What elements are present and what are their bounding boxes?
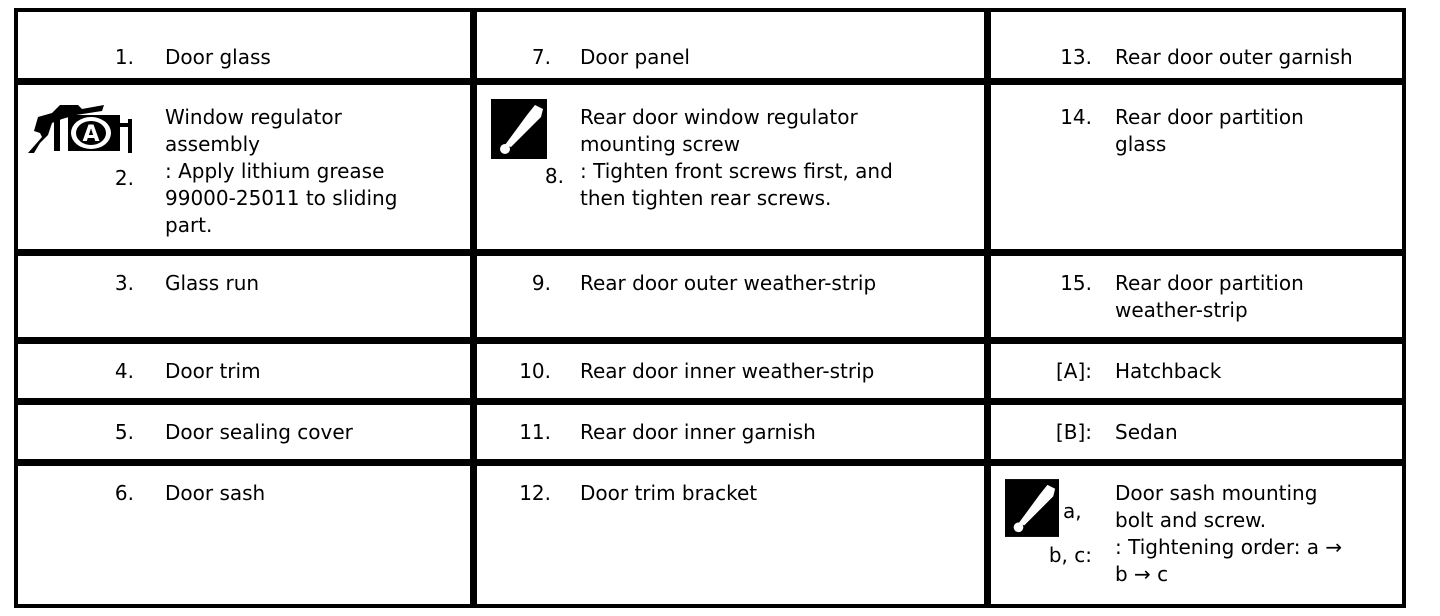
svg-text:A: A [82, 122, 100, 147]
item-number: [A]: [1055, 359, 1092, 383]
item-description: Door sash mounting bolt and screw. : Tightening order: a → b → c [1115, 481, 1343, 586]
item-number: 11. [519, 420, 551, 444]
item-description: Door trim [165, 359, 261, 383]
item-number: 8. [544, 164, 564, 188]
legend-cell-10 [477, 344, 984, 398]
item-number: 10. [519, 359, 551, 383]
legend-cell-5 [18, 405, 470, 459]
legend-cell-3 [18, 256, 470, 337]
item-description: Rear door partition weather-strip [1115, 271, 1304, 322]
item-description: Door sealing cover [165, 420, 353, 444]
item-number: 14. [1060, 105, 1092, 129]
item-number: 1. [114, 45, 134, 69]
item-number: 5. [114, 420, 134, 444]
legend-cell-14 [991, 85, 1402, 249]
legend-cell-B [991, 405, 1402, 459]
item-description: Rear door inner garnish [580, 420, 816, 444]
legend-cell-7 [477, 12, 984, 78]
item-number: 15. [1060, 271, 1092, 295]
legend-cell-8 [477, 85, 984, 249]
legend-cell-abc [991, 466, 1402, 604]
item-description: Sedan [1115, 420, 1178, 444]
item-number: [B]: [1055, 420, 1092, 444]
grease-lithium-A-icon [28, 97, 132, 157]
item-number: 6. [114, 481, 134, 505]
tighten-wrench-icon [491, 99, 547, 159]
item-description: Door sash [165, 481, 266, 505]
item-number: 3. [114, 271, 134, 295]
item-description: Rear door partition glass [1115, 105, 1304, 156]
item-description: Door trim bracket [580, 481, 758, 505]
legend-cell-15 [991, 256, 1402, 337]
item-number: 13. [1060, 45, 1092, 69]
item-description: Hatchback [1115, 359, 1222, 383]
item-number-continued: b, c: [1048, 543, 1092, 567]
item-description: Rear door window regulator mounting screw : Tighten front screws first, and then tighten rear screws. [580, 105, 893, 210]
item-description: Door panel [580, 45, 690, 69]
legend-cell-4 [18, 344, 470, 398]
item-number: 12. [519, 481, 551, 505]
legend-cell-13 [991, 12, 1402, 78]
item-number: 9. [531, 271, 551, 295]
legend-cell-12 [477, 466, 984, 604]
legend-cell-11 [477, 405, 984, 459]
item-description: Rear door inner weather-strip [580, 359, 875, 383]
item-number: a, [1063, 499, 1082, 523]
item-description: Rear door outer garnish [1115, 45, 1353, 69]
item-description: Glass run [165, 271, 260, 295]
legend-cell-2 [18, 85, 470, 249]
legend-cell-9 [477, 256, 984, 337]
item-number: 4. [114, 359, 134, 383]
item-description: Door glass [165, 45, 271, 69]
tighten-wrench-icon [1005, 478, 1059, 538]
item-description: Window regulator assembly : Apply lithium grease 99000-25011 to sliding part. [165, 105, 398, 237]
legend-cell-6 [18, 466, 470, 604]
item-number: 2. [114, 166, 134, 190]
legend-cell-1 [18, 12, 470, 78]
item-description: Rear door outer weather-strip [580, 271, 877, 295]
parts-legend-table [14, 8, 1406, 608]
legend-cell-A [991, 344, 1402, 398]
item-number: 7. [531, 45, 551, 69]
